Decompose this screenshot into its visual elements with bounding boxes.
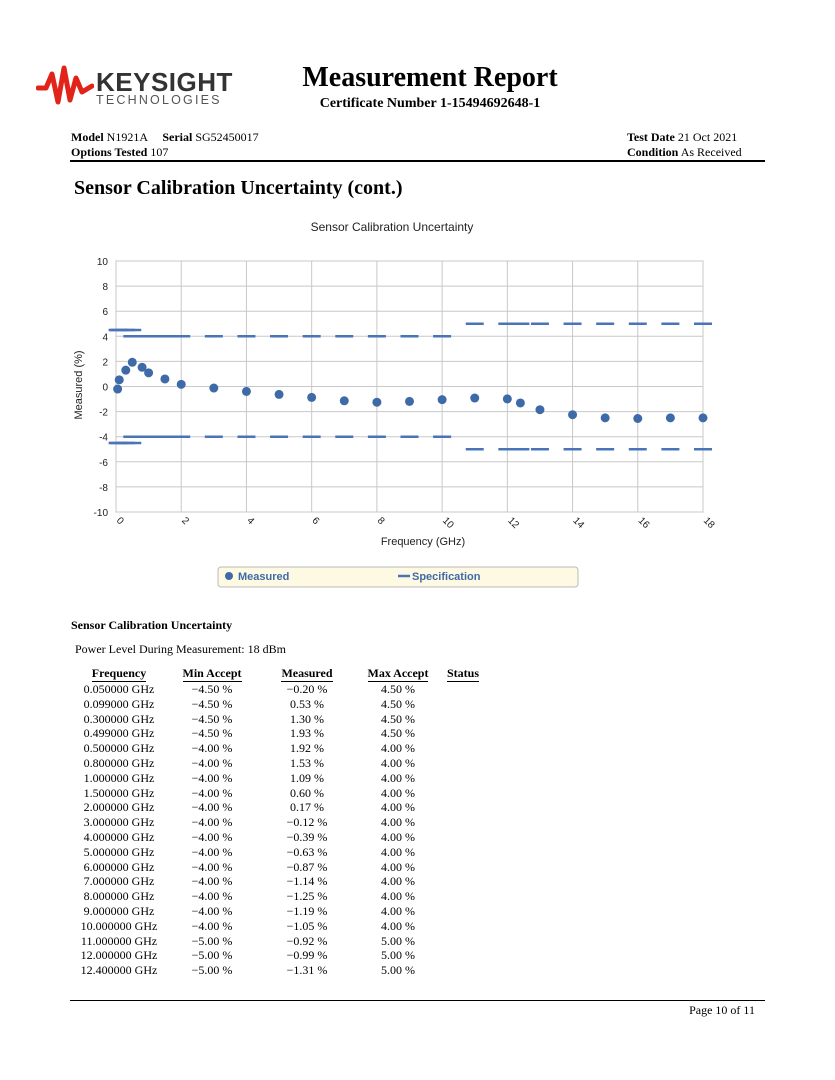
- cell-min-accept: −4.00 %: [191, 800, 233, 815]
- cell-measured: −1.25 %: [286, 889, 328, 904]
- cell-max-accept: 4.00 %: [381, 741, 415, 756]
- cell-status: [443, 830, 483, 845]
- cell-max-accept: 4.50 %: [381, 711, 415, 726]
- table-row: [75, 963, 483, 978]
- y-tick-label: 4: [102, 332, 108, 344]
- table-header-row: [75, 666, 483, 682]
- cell-status: [443, 682, 483, 697]
- cell-frequency: 2.000000 GHz: [83, 800, 155, 815]
- cell-measured: −0.99 %: [286, 948, 328, 963]
- x-tick-label: 4: [244, 515, 257, 528]
- cell-frequency: 4.000000 GHz: [83, 829, 155, 844]
- cell-status: [443, 741, 483, 756]
- cell-status: [443, 889, 483, 904]
- header-min-accept: Min Accept: [182, 666, 242, 680]
- cell-min-accept: −4.00 %: [191, 859, 233, 874]
- measured-point: [307, 393, 316, 402]
- measured-point: [601, 413, 610, 422]
- header-status: Status: [446, 666, 479, 680]
- cell-frequency: 0.050000 GHz: [83, 682, 155, 696]
- measured-point: [275, 390, 284, 399]
- measured-point: [177, 380, 186, 389]
- cell-max-accept: 4.50 %: [381, 682, 415, 696]
- y-tick-label: 8: [102, 282, 108, 294]
- y-tick-label: 10: [96, 257, 108, 268]
- condition-info: [627, 145, 742, 160]
- header-measured: Measured: [281, 666, 333, 680]
- cell-min-accept: −5.00 %: [191, 948, 233, 963]
- condition-value: As Received: [680, 145, 742, 159]
- measured-point: [115, 375, 124, 384]
- cell-max-accept: 4.00 %: [381, 815, 415, 830]
- cell-max-accept: 4.00 %: [381, 755, 415, 770]
- table-row: [75, 741, 483, 756]
- cell-max-accept: 4.50 %: [381, 696, 415, 711]
- cell-status: [443, 771, 483, 786]
- cell-measured: −0.39 %: [286, 829, 328, 844]
- x-tick-label: 6: [309, 515, 322, 528]
- cell-max-accept: 4.00 %: [381, 785, 415, 800]
- y-tick-label: 2: [102, 357, 108, 369]
- measured-point: [516, 398, 525, 407]
- uncertainty-chart: [60, 210, 740, 595]
- table-body: [75, 682, 483, 978]
- measured-point: [372, 398, 381, 407]
- cell-frequency: 1.000000 GHz: [83, 770, 155, 785]
- cell-min-accept: −4.00 %: [191, 741, 233, 756]
- cell-min-accept: −4.50 %: [191, 682, 233, 696]
- cell-min-accept: −4.00 %: [191, 755, 233, 770]
- cell-measured: 1.92 %: [290, 741, 324, 756]
- table-row: [75, 786, 483, 801]
- x-tick-label: 2: [179, 515, 191, 528]
- x-tick-label: 12: [505, 515, 521, 531]
- test-date-label: Test Date: [627, 130, 675, 144]
- measured-point: [503, 394, 512, 403]
- cell-min-accept: −4.50 %: [191, 711, 233, 726]
- cell-measured: 0.60 %: [290, 785, 324, 800]
- cell-measured: 0.53 %: [290, 696, 324, 711]
- table-row: [75, 860, 483, 875]
- cell-measured: −1.05 %: [286, 918, 328, 933]
- cell-max-accept: 4.00 %: [381, 889, 415, 904]
- measured-point: [633, 414, 642, 423]
- cell-min-accept: −4.00 %: [191, 815, 233, 830]
- cell-measured: 1.09 %: [290, 770, 324, 785]
- cell-status: [443, 726, 483, 741]
- cell-frequency: 1.500000 GHz: [83, 785, 155, 800]
- condition-label: Condition: [627, 145, 679, 159]
- test-date-value: 21 Oct 2021: [677, 130, 738, 144]
- cell-status: [443, 860, 483, 875]
- cell-status: [443, 756, 483, 771]
- cell-frequency: 3.000000 GHz: [83, 815, 155, 830]
- cell-measured: −0.92 %: [286, 933, 328, 948]
- cell-measured: −0.12 %: [286, 815, 328, 830]
- chart-legend: [218, 567, 578, 587]
- logo-subtitle: TECHNOLOGIES: [96, 93, 222, 107]
- table-row: [75, 800, 483, 815]
- table-row: [75, 874, 483, 889]
- cell-status: [443, 845, 483, 860]
- cell-frequency: 9.000000 GHz: [83, 903, 155, 918]
- header-divider: [70, 160, 765, 162]
- table-row: [75, 712, 483, 727]
- cell-status: [443, 963, 483, 978]
- options-info: [71, 145, 168, 160]
- legend-measured-label: Measured: [238, 571, 290, 583]
- uncertainty-table: [75, 666, 483, 978]
- table-row: [75, 934, 483, 949]
- header-max-accept: Max Accept: [367, 666, 429, 680]
- table-row: [75, 919, 483, 934]
- options-value: 107: [150, 145, 169, 159]
- measured-point: [699, 413, 708, 422]
- cell-measured: −0.20 %: [286, 682, 328, 696]
- table-row: [75, 830, 483, 845]
- serial-label: Serial: [162, 130, 193, 144]
- cell-frequency: 6.000000 GHz: [83, 859, 155, 874]
- cell-frequency: 12.000000 GHz: [80, 948, 158, 963]
- report-title: Measurement Report: [302, 62, 558, 93]
- table-row: [75, 904, 483, 919]
- logo-name: KEYSIGHT: [96, 67, 233, 97]
- cell-frequency: 10.000000 GHz: [80, 918, 158, 933]
- cell-frequency: 0.800000 GHz: [83, 755, 155, 770]
- cell-max-accept: 4.00 %: [381, 829, 415, 844]
- cell-frequency: 0.500000 GHz: [83, 741, 155, 756]
- cell-max-accept: 4.00 %: [381, 903, 415, 918]
- chart-grid: [116, 261, 703, 512]
- table-row: [75, 756, 483, 771]
- y-tick-label: -6: [99, 457, 108, 469]
- cell-status: [443, 800, 483, 815]
- table-row: [75, 815, 483, 830]
- section-title: Sensor Calibration Uncertainty (cont.): [74, 177, 403, 199]
- x-tick-label: 8: [374, 515, 387, 528]
- cell-max-accept: 4.00 %: [381, 859, 415, 874]
- cell-min-accept: −5.00 %: [191, 963, 233, 978]
- cell-frequency: 0.300000 GHz: [83, 711, 155, 726]
- cell-measured: 1.93 %: [290, 726, 324, 741]
- y-tick-label: -8: [99, 482, 108, 494]
- x-tick-label: 10: [439, 515, 456, 531]
- header-frequency: Frequency: [91, 666, 147, 680]
- measured-point: [128, 358, 137, 367]
- cell-min-accept: −4.00 %: [191, 903, 233, 918]
- power-level: Power Level During Measurement: 18 dBm: [75, 642, 286, 656]
- measured-point: [340, 396, 349, 405]
- table-caption: Sensor Calibration Uncertainty: [71, 618, 233, 632]
- cell-max-accept: 4.00 %: [381, 918, 415, 933]
- x-tick-label: 16: [635, 515, 652, 531]
- y-tick-label: -4: [99, 432, 108, 444]
- legend-measured-marker: [225, 572, 233, 580]
- cell-status: [443, 934, 483, 949]
- serial-value: SG52450017: [195, 130, 259, 144]
- table-row: [75, 682, 483, 697]
- cell-min-accept: −4.00 %: [191, 844, 233, 859]
- options-label: Options Tested: [71, 145, 148, 159]
- cell-max-accept: 4.00 %: [381, 770, 415, 785]
- cell-max-accept: 5.00 %: [381, 933, 415, 948]
- cell-status: [443, 948, 483, 963]
- cell-frequency: 12.400000 GHz: [80, 963, 158, 978]
- cell-status: [443, 815, 483, 830]
- measured-point: [405, 397, 414, 406]
- cell-measured: −1.19 %: [286, 903, 328, 918]
- cell-max-accept: 4.50 %: [381, 726, 415, 741]
- model-label: Model: [71, 130, 104, 144]
- cell-min-accept: −4.00 %: [191, 829, 233, 844]
- cell-max-accept: 4.00 %: [381, 844, 415, 859]
- keysight-wave-icon: [36, 64, 94, 108]
- cell-frequency: 0.099000 GHz: [83, 696, 155, 711]
- cell-status: [443, 919, 483, 934]
- x-tick-label: 18: [700, 515, 717, 531]
- model-info: [71, 130, 259, 145]
- certificate-number: Certificate Number 1-15494692648-1: [319, 96, 541, 111]
- x-tick-label: 14: [570, 515, 587, 531]
- cell-min-accept: −4.00 %: [191, 770, 233, 785]
- measured-point: [535, 405, 544, 414]
- measured-point: [568, 410, 577, 419]
- cell-status: [443, 904, 483, 919]
- cell-frequency: 5.000000 GHz: [83, 844, 155, 859]
- model-value: N1921A: [106, 130, 148, 144]
- cell-max-accept: 5.00 %: [381, 963, 415, 978]
- measured-point: [242, 387, 251, 396]
- cell-status: [443, 697, 483, 712]
- table-row: [75, 726, 483, 741]
- cell-max-accept: 4.00 %: [381, 874, 415, 889]
- cell-measured: 1.53 %: [290, 755, 324, 770]
- y-tick-label: 6: [102, 307, 108, 319]
- table-row: [75, 771, 483, 786]
- cell-frequency: 8.000000 GHz: [83, 889, 155, 904]
- keysight-logo: [36, 64, 233, 108]
- cell-min-accept: −4.50 %: [191, 696, 233, 711]
- cell-frequency: 11.000000 GHz: [80, 933, 158, 948]
- table-row: [75, 845, 483, 860]
- y-tick-label: -2: [99, 407, 108, 419]
- cell-min-accept: −4.00 %: [191, 785, 233, 800]
- cell-min-accept: −4.50 %: [191, 726, 233, 741]
- y-tick-label: -10: [93, 508, 108, 519]
- cell-frequency: 7.000000 GHz: [83, 874, 155, 889]
- cell-measured: 0.17 %: [290, 800, 324, 815]
- x-tick-label: 0: [113, 515, 126, 528]
- footer-divider: [70, 1000, 765, 1001]
- cell-measured: −0.87 %: [286, 859, 328, 874]
- cell-status: [443, 712, 483, 727]
- cell-measured: −0.63 %: [286, 844, 328, 859]
- cell-min-accept: −4.00 %: [191, 918, 233, 933]
- cell-measured: 1.30 %: [290, 711, 324, 726]
- measured-point: [121, 366, 130, 375]
- measured-point: [113, 385, 122, 394]
- cell-min-accept: −4.00 %: [191, 874, 233, 889]
- chart-title: Sensor Calibration Uncertainty: [310, 220, 474, 234]
- cell-min-accept: −5.00 %: [191, 933, 233, 948]
- measured-point: [209, 384, 218, 393]
- cell-max-accept: 4.00 %: [381, 800, 415, 815]
- legend-specification-label: Specification: [412, 571, 481, 583]
- measured-point: [160, 374, 169, 383]
- cell-min-accept: −4.00 %: [191, 889, 233, 904]
- measured-point: [144, 368, 153, 377]
- cell-measured: −1.31 %: [286, 963, 328, 978]
- table-row: [75, 889, 483, 904]
- y-axis-label: Measured (%): [73, 350, 85, 420]
- measured-point: [470, 394, 479, 403]
- test-date-info: [627, 130, 737, 145]
- measured-point: [666, 413, 675, 422]
- page-number: Page 10 of 11: [689, 1003, 755, 1017]
- cell-max-accept: 5.00 %: [381, 948, 415, 963]
- cell-status: [443, 786, 483, 801]
- table-row: [75, 697, 483, 712]
- cell-measured: −1.14 %: [286, 874, 328, 889]
- cell-frequency: 0.499000 GHz: [83, 726, 155, 741]
- table-row: [75, 948, 483, 963]
- measured-point: [438, 395, 447, 404]
- x-axis-label: Frequency (GHz): [380, 536, 466, 548]
- y-tick-label: 0: [102, 382, 108, 394]
- cell-status: [443, 874, 483, 889]
